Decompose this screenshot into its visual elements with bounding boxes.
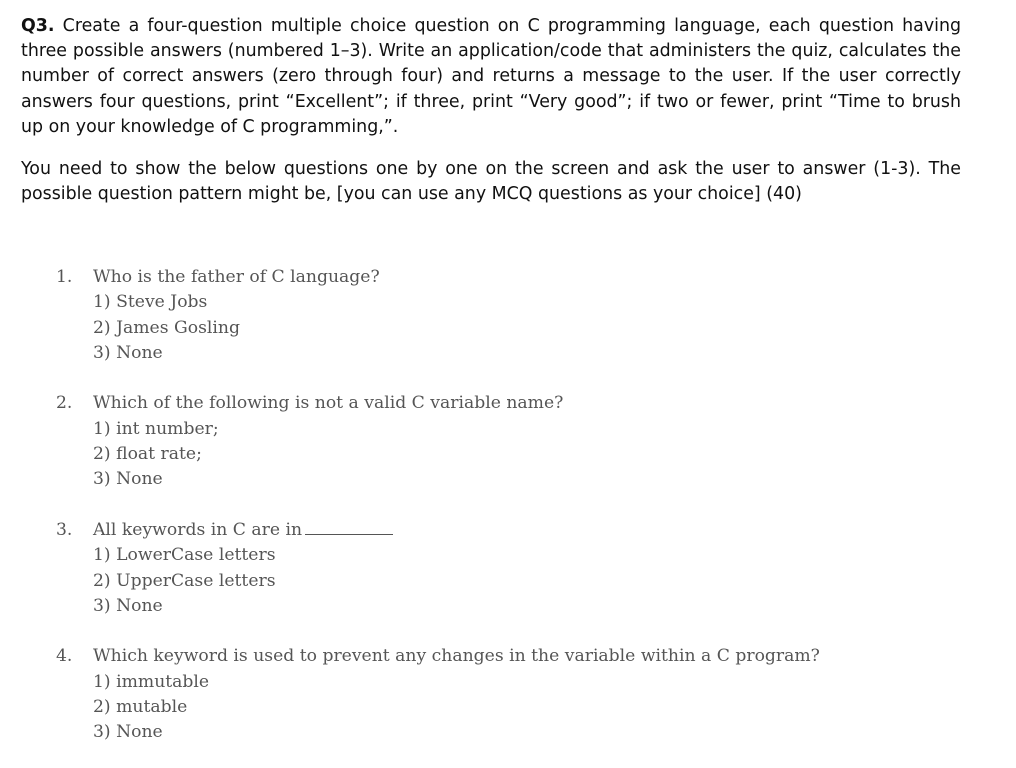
question-text: Which of the following is not a valid C variable name? bbox=[93, 393, 564, 414]
question-text-line bbox=[93, 518, 956, 543]
instructions-paragraph-2: You need to show the below questions one by one on the screen and ask the user to answer (1-3). The possible question pattern might be, [you can use any MCQ questions as your choice] (40) bbox=[21, 159, 961, 205]
instructions-paragraph-1 bbox=[21, 14, 961, 140]
answer-option: 1) LowerCase letters bbox=[93, 545, 276, 566]
answer-option: 2) UpperCase letters bbox=[93, 570, 276, 591]
fill-in-blank bbox=[305, 520, 393, 535]
question-text: Which keyword is used to prevent any changes in the variable within a C program? bbox=[93, 646, 820, 667]
question-item bbox=[56, 518, 956, 619]
answer-option: 3) None bbox=[93, 595, 163, 616]
question-text: Who is the father of C language? bbox=[93, 267, 380, 287]
question-number: 3. bbox=[56, 519, 73, 540]
question-item bbox=[56, 644, 956, 745]
question-text: All keywords in C are in bbox=[93, 519, 303, 540]
question-item bbox=[56, 391, 956, 492]
answer-option: 1) int number; bbox=[93, 418, 219, 439]
question-number: 2. bbox=[56, 393, 73, 414]
question-item bbox=[56, 265, 956, 366]
answer-option: 3) None bbox=[93, 722, 163, 743]
instructions-text-1: Create a four-question multiple choice question on C programming language, each question having three possible answers (numbered 1–3). Write an application/code that administers the quiz, calculates the number of correct answers (zero through four) and returns a message to the user. If the user correctly answers four questions, print “Excellent”; if three, print “Very good”; if two or fewer, print “Time to brush up on your knowledge of C programming,”. bbox=[21, 16, 962, 137]
answer-option: 3) None bbox=[93, 342, 163, 363]
question-number: 1. bbox=[56, 267, 73, 287]
answer-option: 3) None bbox=[93, 469, 163, 490]
answer-option: 2) James Gosling bbox=[93, 317, 240, 338]
question-list bbox=[56, 265, 956, 746]
answer-option: 1) immutable bbox=[93, 671, 210, 692]
answer-option: 2) float rate; bbox=[93, 444, 202, 465]
instructions-block bbox=[21, 14, 961, 207]
question-label: Q3. bbox=[21, 16, 55, 36]
question-number: 4. bbox=[56, 646, 73, 667]
answer-option: 1) Steve Jobs bbox=[93, 292, 208, 313]
answer-option: 2) mutable bbox=[93, 697, 188, 718]
